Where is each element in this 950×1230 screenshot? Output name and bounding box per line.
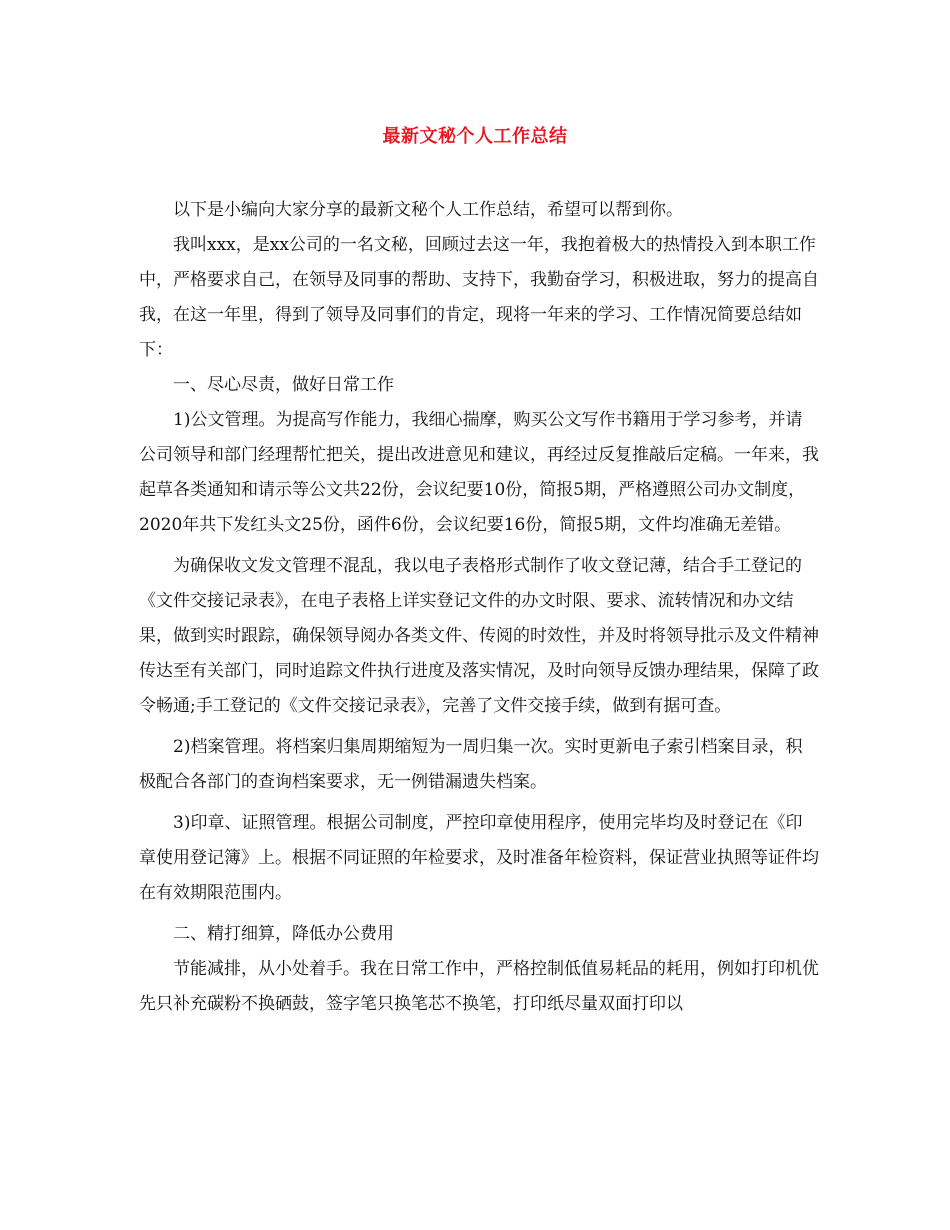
document-body — [139, 193, 819, 1022]
paragraph-document-management: 1)公文管理。为提高写作能力，我细心揣摩，购买公文写作书籍用于学习参考，并请公司领导和部门经理帮忙把关，提出改进意见和建议，再经过反复推敲后定稿。一年来，我起草各类通知和请示等公文共22份，会议纪要10份，简报5期，严格遵照公司办文制度，2020年共下发红头文25份，函件6份，会议纪要16份，简报5期，文件均准确无差错。 — [139, 410, 819, 535]
paragraph-intro: 以下是小编向大家分享的最新文秘个人工作总结，希望可以帮到你。 — [173, 200, 683, 220]
document-title: 最新文秘个人工作总结 — [382, 126, 568, 147]
paragraph-archive-management: 2)档案管理。将档案归集周期缩短为一周归集一次。实时更新电子索引档案目录，积极配合各部门的查询档案要求，无一例错漏遗失档案。 — [139, 737, 803, 792]
paragraph-self-introduction: 我叫xxx，是xx公司的一名文秘，回顾过去这一年，我抱着极大的热情投入到本职工作中，严格要求自己，在领导及同事的帮助、支持下，我勤奋学习，积极进取，努力的提高自我，在这一年里，得到了领导及同事们的肯定，现将一年来的学习、工作情况简要总结如下： — [139, 235, 819, 360]
paragraph-energy-saving: 节能减排，从小处着手。我在日常工作中，严格控制低值易耗品的耗用，例如打印机优先只补充碳粉不换硒鼓，签字笔只换笔芯不换笔，打印纸尽量双面打印以 — [139, 959, 819, 1014]
paragraph-incoming-outgoing-files: 为确保收文发文管理不混乱，我以电子表格形式制作了收文登记薄，结合手工登记的《文件交接记录表》，在电子表格上详实登记文件的办文时限、要求、流转情况和办文结果，做到实时跟踪，确保领导阅办各类文件、传阅的时效性，并及时将领导批示及文件精神传达至有关部门，同时追踪文件执行进度及落实情况，及时向领导反馈办理结果，保障了政令畅通;手工登记的《文件交接记录表》，完善了文件交接手续，做到有据可查。 — [139, 556, 819, 716]
paragraph-seal-license-management: 3)印章、证照管理。根据公司制度，严控印章使用程序，使用完毕均及时登记在《印章使用登记簿》上。根据不同证照的年检要求，及时准备年检资料，保证营业执照等证件均在有效期限范围内。 — [139, 813, 819, 903]
section-heading-cost-reduction: 二、精打细算，降低办公费用 — [173, 924, 394, 944]
section-heading-daily-work: 一、尽心尽责，做好日常工作 — [173, 375, 394, 395]
